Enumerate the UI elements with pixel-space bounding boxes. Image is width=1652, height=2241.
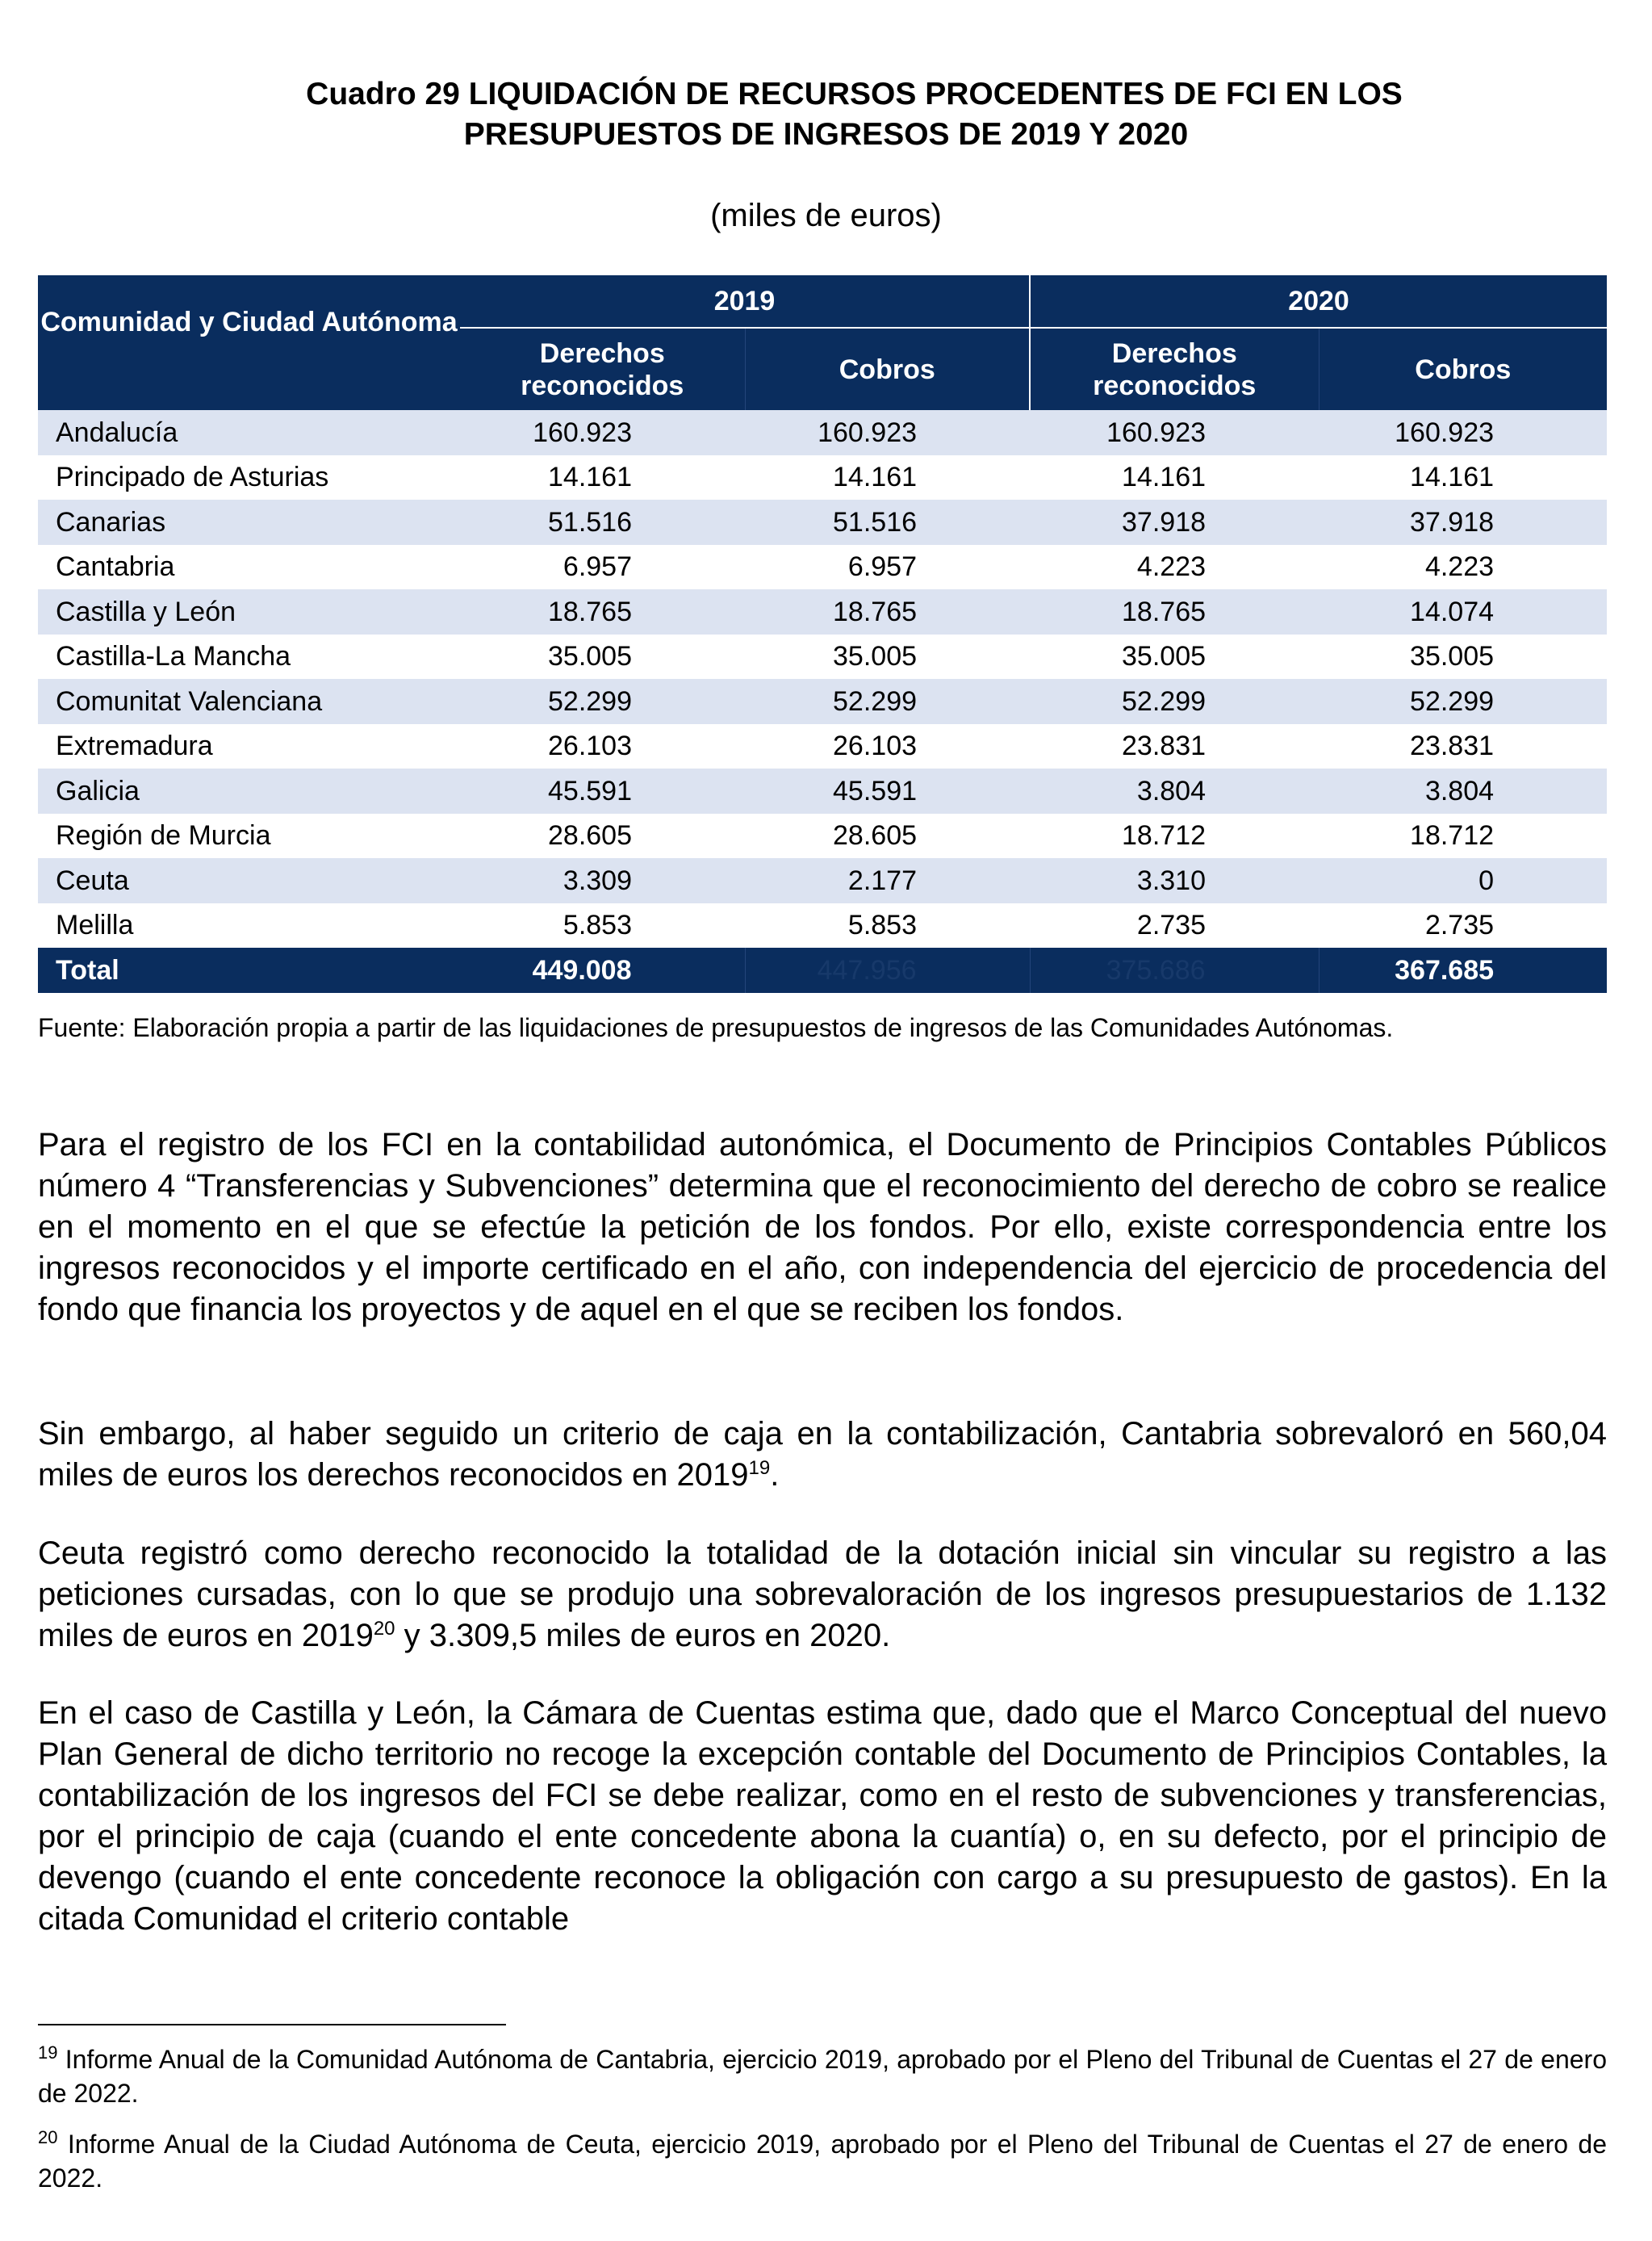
table-row — [38, 814, 1607, 859]
table-source-note: Fuente: Elaboración propia a partir de las liquidaciones de presupuestos de ingresos de las Comunidades Autónomas. — [38, 1013, 1394, 1042]
paragraph-2-end: . — [770, 1457, 780, 1493]
header-2019-cobros: Cobros — [745, 328, 1030, 410]
table-title-line1: Cuadro 29 LIQUIDACIÓN DE RECURSOS PROCEDENTES DE FCI EN LOS — [306, 77, 1403, 111]
footnote-20-mark: 20 — [38, 2127, 58, 2147]
row-name: Galicia — [38, 769, 460, 814]
cell-2019-derechos: 5.853 — [460, 903, 745, 949]
header-year-2019: 2019 — [460, 275, 1030, 328]
cell-2020-cobros: 14.161 — [1319, 455, 1607, 501]
table-row — [38, 635, 1607, 680]
cell-2020-derechos: 23.831 — [1030, 724, 1319, 769]
paragraph-3 — [38, 1533, 1607, 1657]
total-2019-derechos: 449.008 — [460, 948, 745, 993]
row-name: Principado de Asturias — [38, 455, 460, 501]
table-row — [38, 545, 1607, 590]
total-2020-cobros: 367.685 — [1319, 948, 1607, 993]
cell-2020-derechos: 52.299 — [1030, 679, 1319, 724]
cell-2020-cobros: 18.712 — [1319, 814, 1607, 859]
cell-2019-cobros: 35.005 — [745, 635, 1030, 680]
row-name: Castilla-La Mancha — [38, 635, 460, 680]
cell-2019-cobros: 28.605 — [745, 814, 1030, 859]
cell-2020-cobros: 4.223 — [1319, 545, 1607, 590]
paragraph-2-text: Sin embargo, al haber seguido un criterio de caja en la contabilización, Cantabria sobrevaloró en 560,04 miles de euros los derechos reconocidos en 2019 — [38, 1416, 1607, 1493]
cell-2020-cobros: 0 — [1319, 858, 1607, 903]
row-name: Extremadura — [38, 724, 460, 769]
row-name: Andalucía — [38, 410, 460, 455]
cell-2019-cobros: 2.177 — [745, 858, 1030, 903]
table-row — [38, 724, 1607, 769]
row-name: Castilla y León — [38, 589, 460, 635]
total-2020-derechos: 375.686 — [1030, 948, 1319, 993]
cell-2020-derechos: 4.223 — [1030, 545, 1319, 590]
header-comunidad: Comunidad y Ciudad Autónoma — [38, 275, 460, 410]
paragraph-3-text: Ceuta registró como derecho reconocido la totalidad de la dotación inicial sin vincular su registro a las peticiones cursadas, con lo que se produjo una sobrevaloración de los ingresos presupuestarios de 1.132 miles de euros en 2019 — [38, 1535, 1607, 1653]
row-name: Región de Murcia — [38, 814, 460, 859]
paragraph-3-end: y 3.309,5 miles de euros en 2020. — [395, 1618, 891, 1653]
paragraph-2 — [38, 1414, 1607, 1496]
cell-2019-cobros: 52.299 — [745, 679, 1030, 724]
table-title — [0, 74, 1652, 155]
footnote-19 — [38, 2042, 1607, 2110]
cell-2019-derechos: 45.591 — [460, 769, 745, 814]
total-2019-cobros: 447.956 — [745, 948, 1030, 993]
fci-liquidation-table — [38, 275, 1607, 993]
cell-2019-derechos: 160.923 — [460, 410, 745, 455]
cell-2020-derechos: 37.918 — [1030, 500, 1319, 545]
table-row — [38, 589, 1607, 635]
cell-2019-cobros: 14.161 — [745, 455, 1030, 501]
footnote-ref-19[interactable]: 19 — [748, 1457, 771, 1479]
cell-2019-derechos: 28.605 — [460, 814, 745, 859]
cell-2019-cobros: 51.516 — [745, 500, 1030, 545]
table-row — [38, 679, 1607, 724]
cell-2019-derechos: 51.516 — [460, 500, 745, 545]
cell-2020-cobros: 37.918 — [1319, 500, 1607, 545]
cell-2020-derechos: 18.765 — [1030, 589, 1319, 635]
cell-2020-cobros: 14.074 — [1319, 589, 1607, 635]
cell-2020-derechos: 18.712 — [1030, 814, 1319, 859]
cell-2019-derechos: 52.299 — [460, 679, 745, 724]
table-row — [38, 410, 1607, 455]
row-name: Canarias — [38, 500, 460, 545]
cell-2019-cobros: 18.765 — [745, 589, 1030, 635]
footnote-19-text: Informe Anual de la Comunidad Autónoma de Cantabria, ejercicio 2019, aprobado por el Pleno del Tribunal de Cuentas el 27 de enero de 2022. — [38, 2045, 1607, 2108]
cell-2020-cobros: 35.005 — [1319, 635, 1607, 680]
cell-2019-derechos: 3.309 — [460, 858, 745, 903]
cell-2019-cobros: 160.923 — [745, 410, 1030, 455]
cell-2020-cobros: 23.831 — [1319, 724, 1607, 769]
table-row — [38, 858, 1607, 903]
footnote-19-mark: 19 — [38, 2042, 58, 2063]
table-title-line2: PRESUPUESTOS DE INGRESOS DE 2019 Y 2020 — [463, 117, 1189, 152]
table-row — [38, 769, 1607, 814]
cell-2020-derechos: 35.005 — [1030, 635, 1319, 680]
cell-2019-cobros: 26.103 — [745, 724, 1030, 769]
header-year-2020: 2020 — [1030, 275, 1607, 328]
row-name: Cantabria — [38, 545, 460, 590]
cell-2019-derechos: 18.765 — [460, 589, 745, 635]
cell-2019-cobros: 5.853 — [745, 903, 1030, 949]
cell-2020-cobros: 3.804 — [1319, 769, 1607, 814]
cell-2020-derechos: 3.804 — [1030, 769, 1319, 814]
table-units: (miles de euros) — [710, 198, 942, 233]
table-row — [38, 500, 1607, 545]
cell-2020-derechos: 14.161 — [1030, 455, 1319, 501]
cell-2020-derechos: 2.735 — [1030, 903, 1319, 949]
row-name: Melilla — [38, 903, 460, 949]
cell-2019-derechos: 26.103 — [460, 724, 745, 769]
cell-2019-cobros: 45.591 — [745, 769, 1030, 814]
row-name: Ceuta — [38, 858, 460, 903]
row-name: Comunitat Valenciana — [38, 679, 460, 724]
cell-2019-derechos: 35.005 — [460, 635, 745, 680]
footnote-separator — [38, 2024, 506, 2025]
header-2019-derechos: Derechos reconocidos — [460, 328, 745, 410]
cell-2020-cobros: 52.299 — [1319, 679, 1607, 724]
total-label: Total — [38, 948, 460, 993]
footnote-ref-20[interactable]: 20 — [373, 1618, 395, 1640]
paragraph-1: Para el registro de los FCI en la contabilidad autonómica, el Documento de Principios Contables Públicos número 4 “Transferencias y Subvenciones” determina que el reconocimiento del derecho de cobro se realice en el momento en el que se efectúe la petición de los fondos. Por ello, existe correspondencia entre los ingresos reconocidos y el importe certificado en el año, con independencia del ejercicio de procedencia del fondo que financia los proyectos y de aquel en el que se reciben los fondos. — [38, 1127, 1607, 1327]
table-row — [38, 903, 1607, 949]
total-row — [38, 948, 1607, 993]
cell-2020-derechos: 3.310 — [1030, 858, 1319, 903]
cell-2020-derechos: 160.923 — [1030, 410, 1319, 455]
cell-2020-cobros: 160.923 — [1319, 410, 1607, 455]
paragraph-4: En el caso de Castilla y León, la Cámara de Cuentas estima que, dado que el Marco Conceptual del nuevo Plan General de dicho territorio no recoge la excepción contable del Documento de Principios Contables, la contabilización de los ingresos del FCI se debe realizar, como en el resto de subvenciones y transferencias, por el principio de caja (cuando el ente concedente abona la cuantía) o, en su defecto, por el principio de devengo (cuando el ente concedente reconoce la obligación con cargo a su presupuesto de gastos). En la citada Comunidad el criterio contable — [38, 1695, 1607, 1937]
header-2020-derechos: Derechos reconocidos — [1030, 328, 1319, 410]
footnote-20 — [38, 2127, 1607, 2195]
footnote-20-text: Informe Anual de la Ciudad Autónoma de Ceuta, ejercicio 2019, aprobado por el Pleno del Tribunal de Cuentas el 27 de enero de 2022. — [38, 2130, 1607, 2193]
cell-2019-derechos: 6.957 — [460, 545, 745, 590]
cell-2019-derechos: 14.161 — [460, 455, 745, 501]
header-2020-cobros: Cobros — [1319, 328, 1607, 410]
cell-2020-cobros: 2.735 — [1319, 903, 1607, 949]
table-row — [38, 455, 1607, 501]
cell-2019-cobros: 6.957 — [745, 545, 1030, 590]
